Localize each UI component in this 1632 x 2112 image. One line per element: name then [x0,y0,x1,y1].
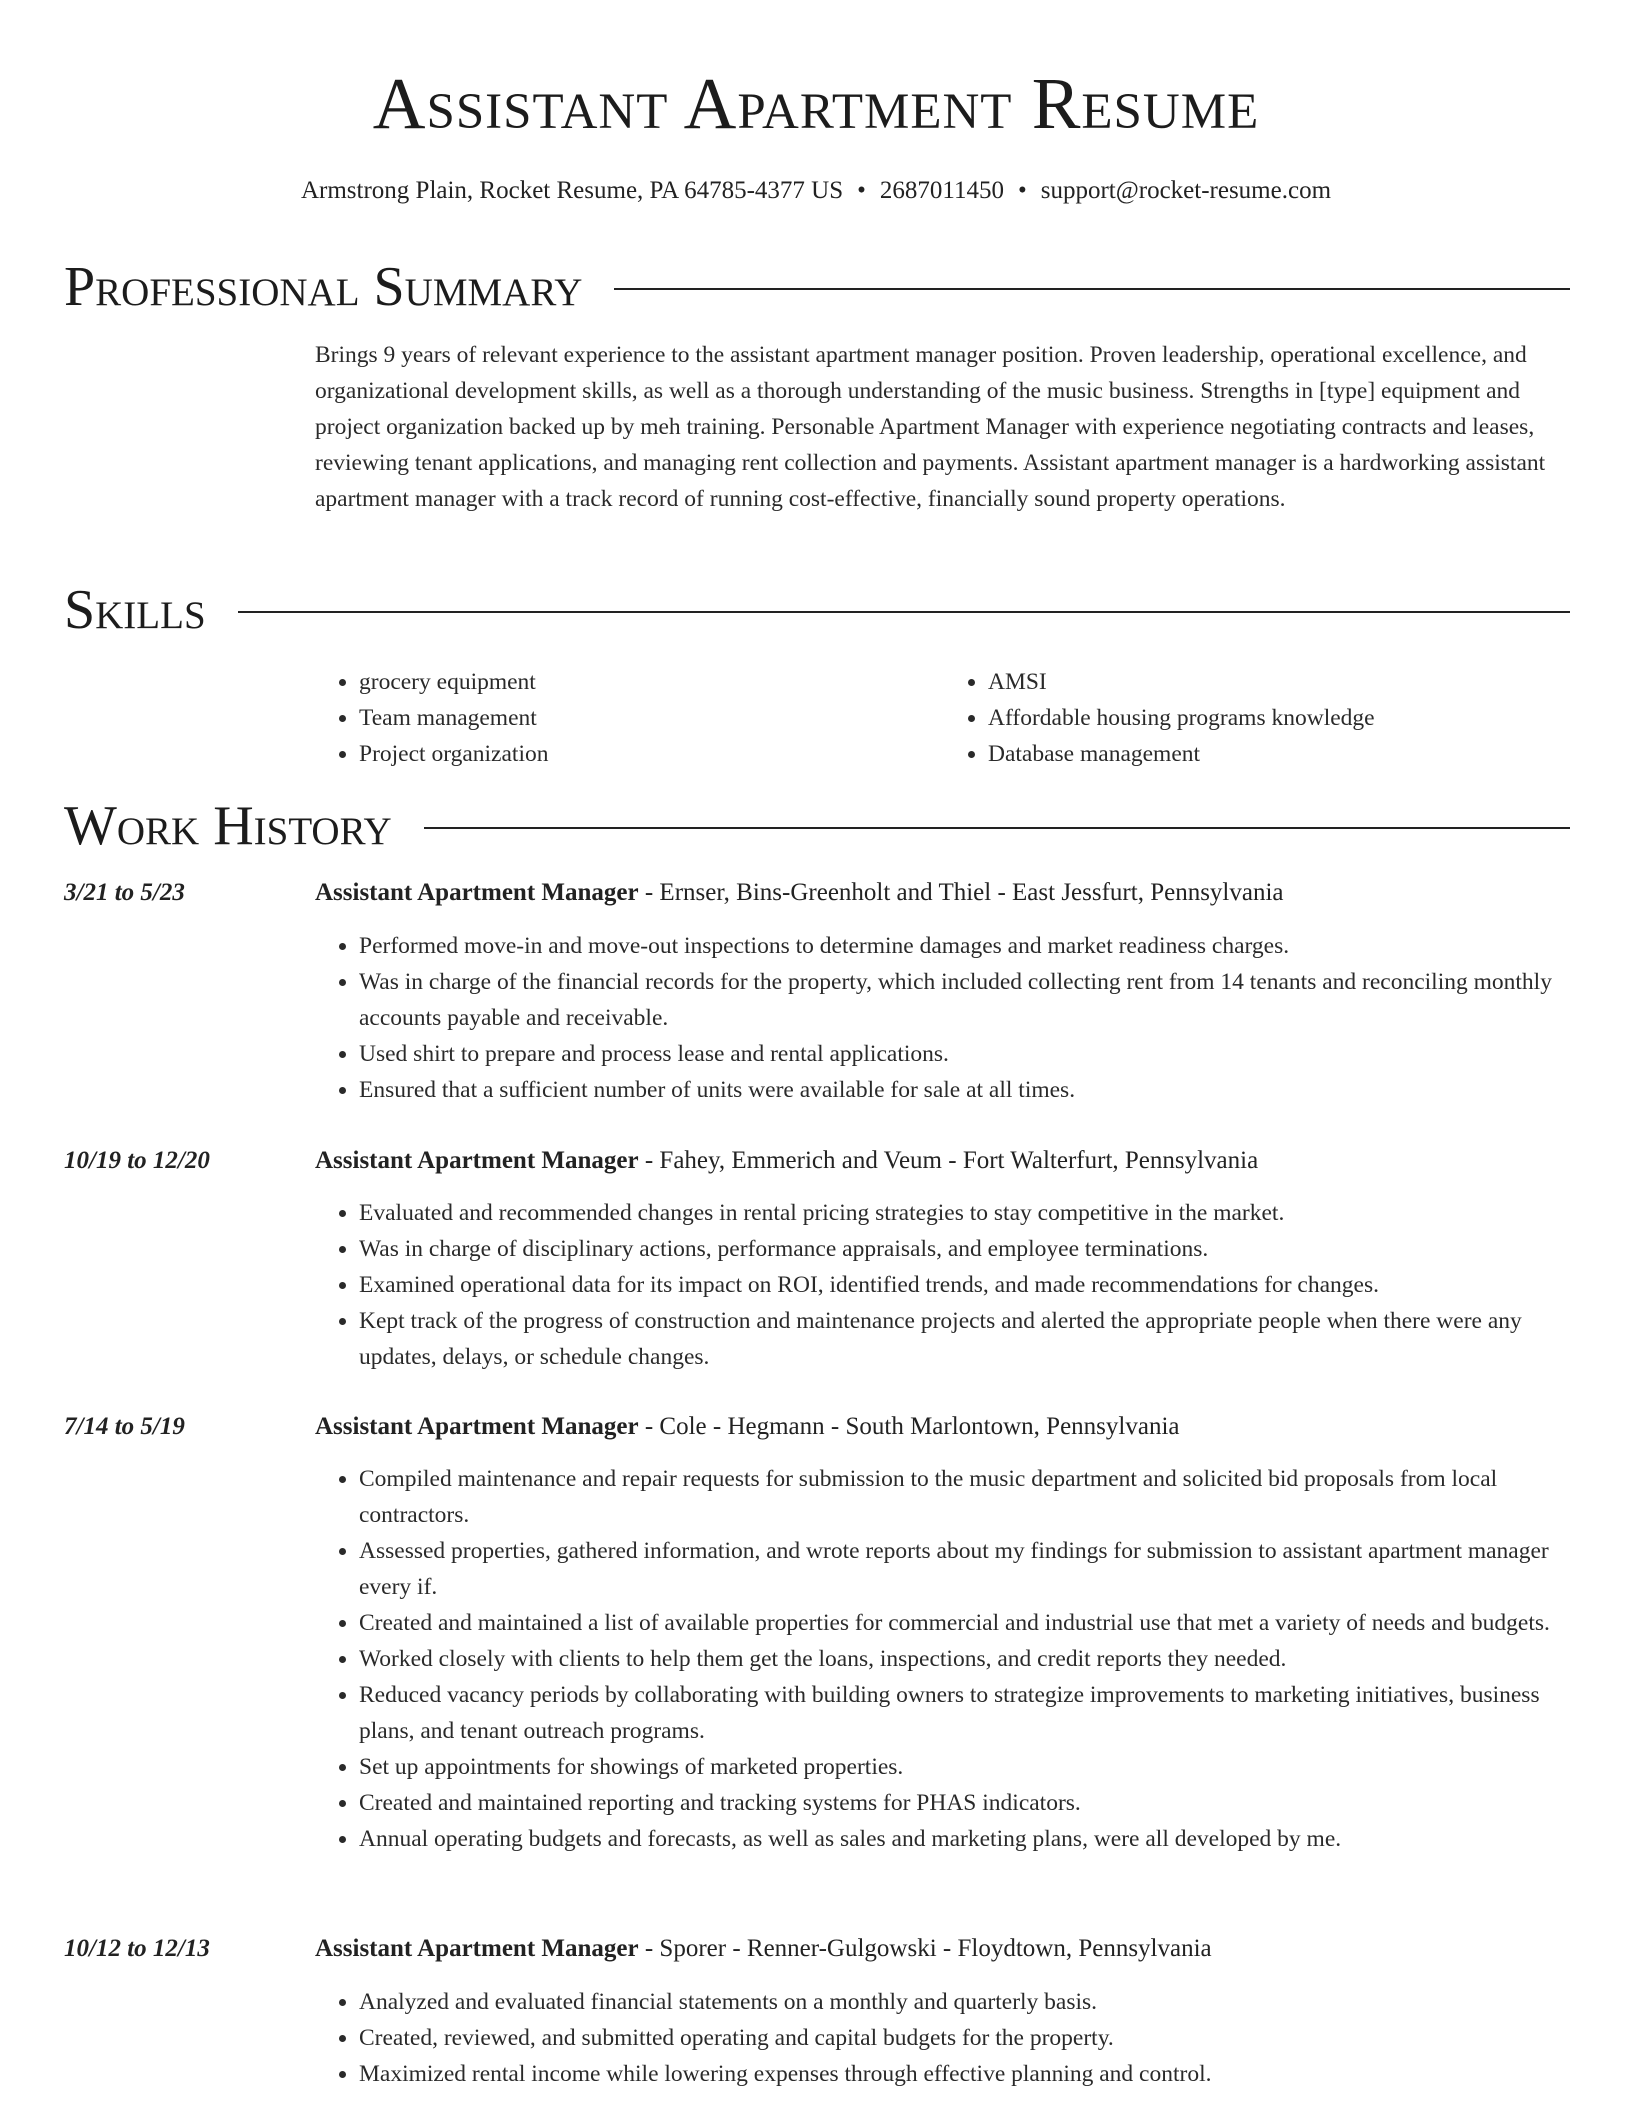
job-title-line [315,1410,1574,1444]
job-employer: - Ernser, Bins-Greenholt and Thiel - East Jessfurt, Pennsylvania [638,879,1284,906]
separator-dot: • [857,177,866,204]
separator-dot: • [1017,177,1027,204]
section-divider [424,827,1570,829]
section-divider [238,611,1570,613]
job-bullets [315,1195,1574,1375]
address: Armstrong Plain, Rocket Resume, PA 64785-4377 US [300,177,844,204]
job-title-line [315,1144,1574,1178]
skills-section-header [64,578,1570,642]
job-bullet: • Examined operational data for its impact on ROI, identified trends, and made recommendations for changes. [359,1267,1574,1303]
skill-item: • grocery equipment [359,664,944,700]
job-dates: 10/19 to 12/20 [64,1147,210,1174]
job-bullet: • Kept track of the progress of construction and maintenance projects and alerted the appropriate people when there were any updates, delays, or schedule changes. [359,1303,1574,1375]
skills-column-left [315,664,944,772]
job-bullet: • Created, reviewed, and submitted operating and capital budgets for the property. [359,2020,1574,2056]
contact-line [0,174,1632,208]
summary-text-block [315,337,1573,517]
job-bullet: • Compiled maintenance and repair requests for submission to the music department and solicited bid proposals from local contractors. [359,1461,1574,1533]
summary-text: Brings 9 years of relevant experience to the assistant apartment manager position. Proven leadership, operational excellence, and organizational development skills, as well as a thorough understanding of the music business. Strengths in [type] equipment and project organization backed up by meh training. Personable Apartment Manager with experience negotiating contracts and leases, reviewing tenant applications, and managing rent collection and payments. Assistant apartment manager is a hardworking assistant apartment manager with a track record of running cost-effective, financially sound property operations. [315,342,1546,512]
job-employer: - Sporer - Renner-Gulgowski - Floydtown, Pennsylvania [638,1935,1212,1962]
job-dates: 7/14 to 5/19 [64,1413,185,1440]
email-link[interactable]: support@rocket-resume.com [1040,177,1332,204]
job-dates: 3/21 to 5/23 [64,879,185,906]
job-title: Assistant Apartment Manager [315,1935,639,1962]
job-bullet: • Created and maintained reporting and tracking systems for PHAS indicators. [359,1785,1574,1821]
skills-list [315,664,1573,772]
job-bullet: • Used shirt to prepare and process lease and rental applications. [359,1036,1574,1072]
skill-item: • AMSI [988,664,1573,700]
job-title: Assistant Apartment Manager [315,1413,639,1440]
job-title-line [315,1932,1574,1966]
resume-title: Assistant Apartment Resume [372,63,1260,144]
job-bullet: • Created and maintained a list of available properties for commercial and industrial use that met a variety of needs and budgets. [359,1605,1574,1641]
section-divider [614,288,1570,290]
job-bullet: • Annual operating budgets and forecasts, as well as sales and marketing plans, were all developed by me. [359,1821,1574,1857]
job-bullets [315,928,1574,1108]
skills-column-right [944,664,1573,772]
job-bullet: • Evaluated and recommended changes in rental pricing strategies to stay competitive in the market. [359,1195,1574,1231]
skill-item: • Project organization [359,736,944,772]
job-employer: - Cole - Hegmann - South Marlontown, Pennsylvania [638,1413,1180,1440]
job-bullet: • Set up appointments for showings of marketed properties. [359,1749,1574,1785]
job-bullet: • Analyzed and evaluated financial statements on a monthly and quarterly basis. [359,1984,1574,2020]
job-bullet: • Was in charge of the financial records for the property, which included collecting rent from 14 tenants and reconciling monthly accounts payable and receivable. [359,964,1574,1036]
skills-heading: Skills [64,579,206,641]
work-section-header [64,794,1570,858]
job-bullet: • Assessed properties, gathered information, and wrote reports about my findings for submission to assistant apartment manager every if. [359,1533,1574,1605]
skill-item: • Affordable housing programs knowledge [988,700,1573,736]
job-bullet: • Was in charge of disciplinary actions, performance appraisals, and employee terminations. [359,1231,1574,1267]
job-bullet: • Reduced vacancy periods by collaborating with building owners to strategize improvements to marketing initiatives, business plans, and tenant outreach programs. [359,1677,1574,1749]
summary-heading: Professional Summary [64,256,583,318]
job-bullet: • Performed move-in and move-out inspections to determine damages and market readiness charges. [359,928,1574,964]
job-employer: - Fahey, Emmerich and Veum - Fort Walterfurt, Pennsylvania [638,1147,1259,1174]
job-title: Assistant Apartment Manager [315,879,639,906]
job-dates: 10/12 to 12/13 [64,1935,210,1962]
job-bullet: • Ensured that a sufficient number of units were available for sale at all times. [359,1072,1574,1108]
job-bullet: • Worked closely with clients to help them get the loans, inspections, and credit reports they needed. [359,1641,1574,1677]
job-bullets [315,1984,1574,2092]
job-title: Assistant Apartment Manager [315,1147,639,1174]
job-bullets [315,1461,1574,1857]
skill-item: • Database management [988,736,1573,772]
phone: 2687011450 [879,177,1004,204]
job-bullet: • Maximized rental income while lowering expenses through effective planning and control. [359,2056,1574,2092]
summary-section-header [64,255,1570,319]
job-title-line [315,876,1574,910]
skill-item: • Team management [359,700,944,736]
work-heading: Work History [64,795,392,857]
